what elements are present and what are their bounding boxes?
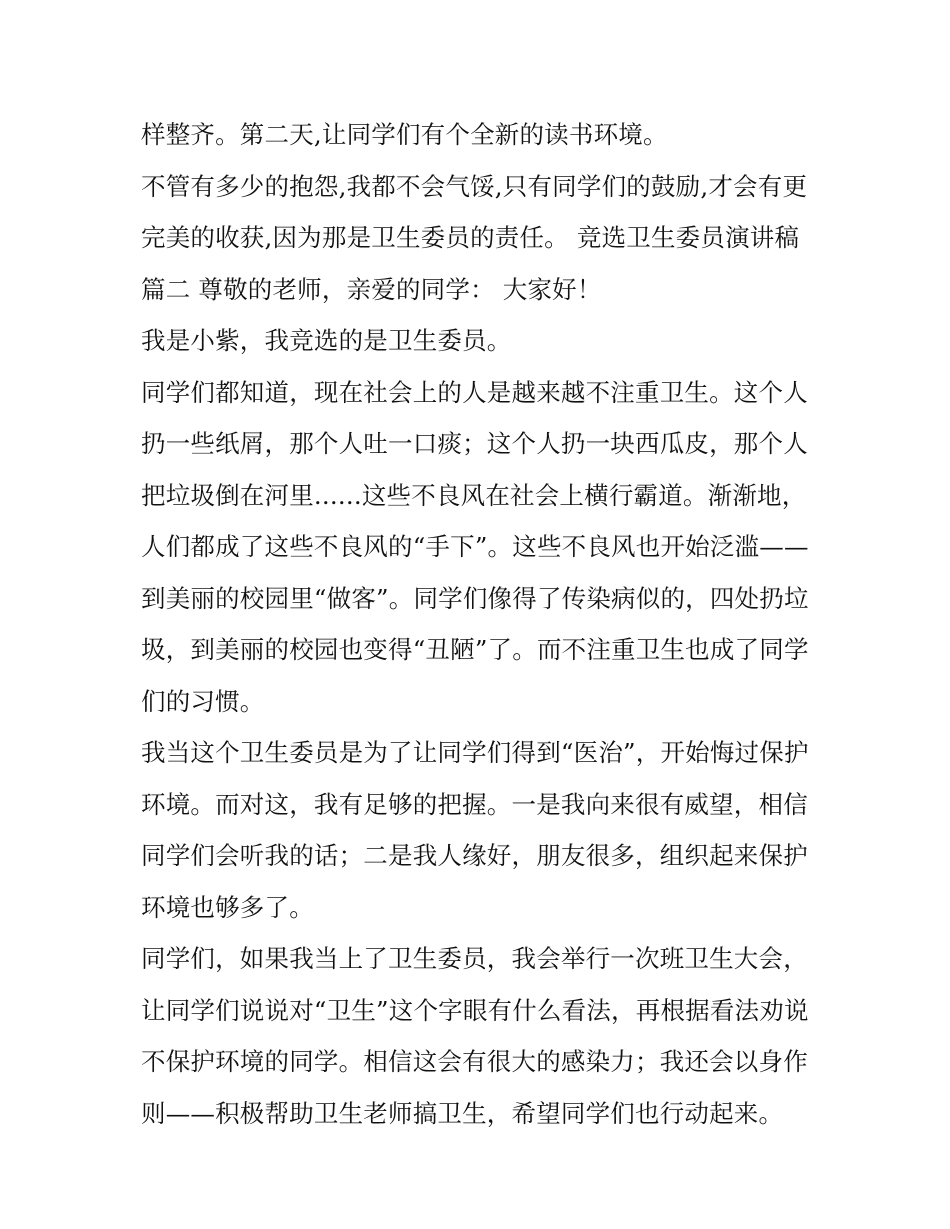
- text-line: 篇二 尊敬的老师，亲爱的同学： 大家好！: [141, 274, 602, 304]
- body-text: [141, 109, 821, 1139]
- text-line: 不保护环境的同学。相信这会有很大的感染力；我还会以身作: [141, 1047, 808, 1076]
- text-line: 人们都成了这些不良风的“手下”。这些不良风也开始泛滥——: [141, 532, 809, 561]
- text-line: 我是小紫，我竞选的是卫生委员。: [141, 326, 512, 355]
- text-line: 则——积极帮助卫生老师搞卫生，希望同学们也行动起来。: [141, 1098, 784, 1128]
- text-line: 不管有多少的抱怨,我都不会气馁,只有同学们的鼓励,才会有更: [141, 171, 808, 201]
- text-line: 同学们，如果我当上了卫生委员，我会举行一次班卫生大会，: [141, 944, 808, 973]
- text-line: 到美丽的校园里“做客”。同学们像得了传染病似的，四处扔垃: [141, 583, 809, 613]
- text-line: 同学们都知道，现在社会上的人是越来越不注重卫生。这个人: [141, 377, 808, 407]
- text-line: 完美的收获,因为那是卫生委员的责任。 竞选卫生委员演讲稿: [141, 223, 800, 252]
- text-line: 同学们会听我的话；二是我人缘好，朋友很多，组织起来保护: [141, 841, 808, 870]
- text-line: 样整齐。第二天,让同学们有个全新的读书环境。: [141, 120, 668, 149]
- text-line: 们的习惯。: [141, 686, 265, 716]
- text-line: 环境也够多了。: [141, 892, 314, 922]
- text-line: 圾，到美丽的校园也变得“丑陋”了。而不注重卫生也成了同学: [141, 635, 809, 664]
- text-line: 扔一些纸屑，那个人吐一口痰；这个人扔一块西瓜皮，那个人: [141, 429, 808, 458]
- text-line: 我当这个卫生委员是为了让同学们得到“医治”，开始悔过保护: [141, 738, 809, 767]
- text-line: 让同学们说说对“卫生”这个字眼有什么看法，再根据看法劝说: [141, 995, 809, 1025]
- text-line: 环境。而对这，我有足够的把握。一是我向来很有威望，相信: [141, 789, 808, 819]
- text-line: 把垃圾倒在河里......这些不良风在社会上横行霸道。渐渐地，: [141, 480, 807, 510]
